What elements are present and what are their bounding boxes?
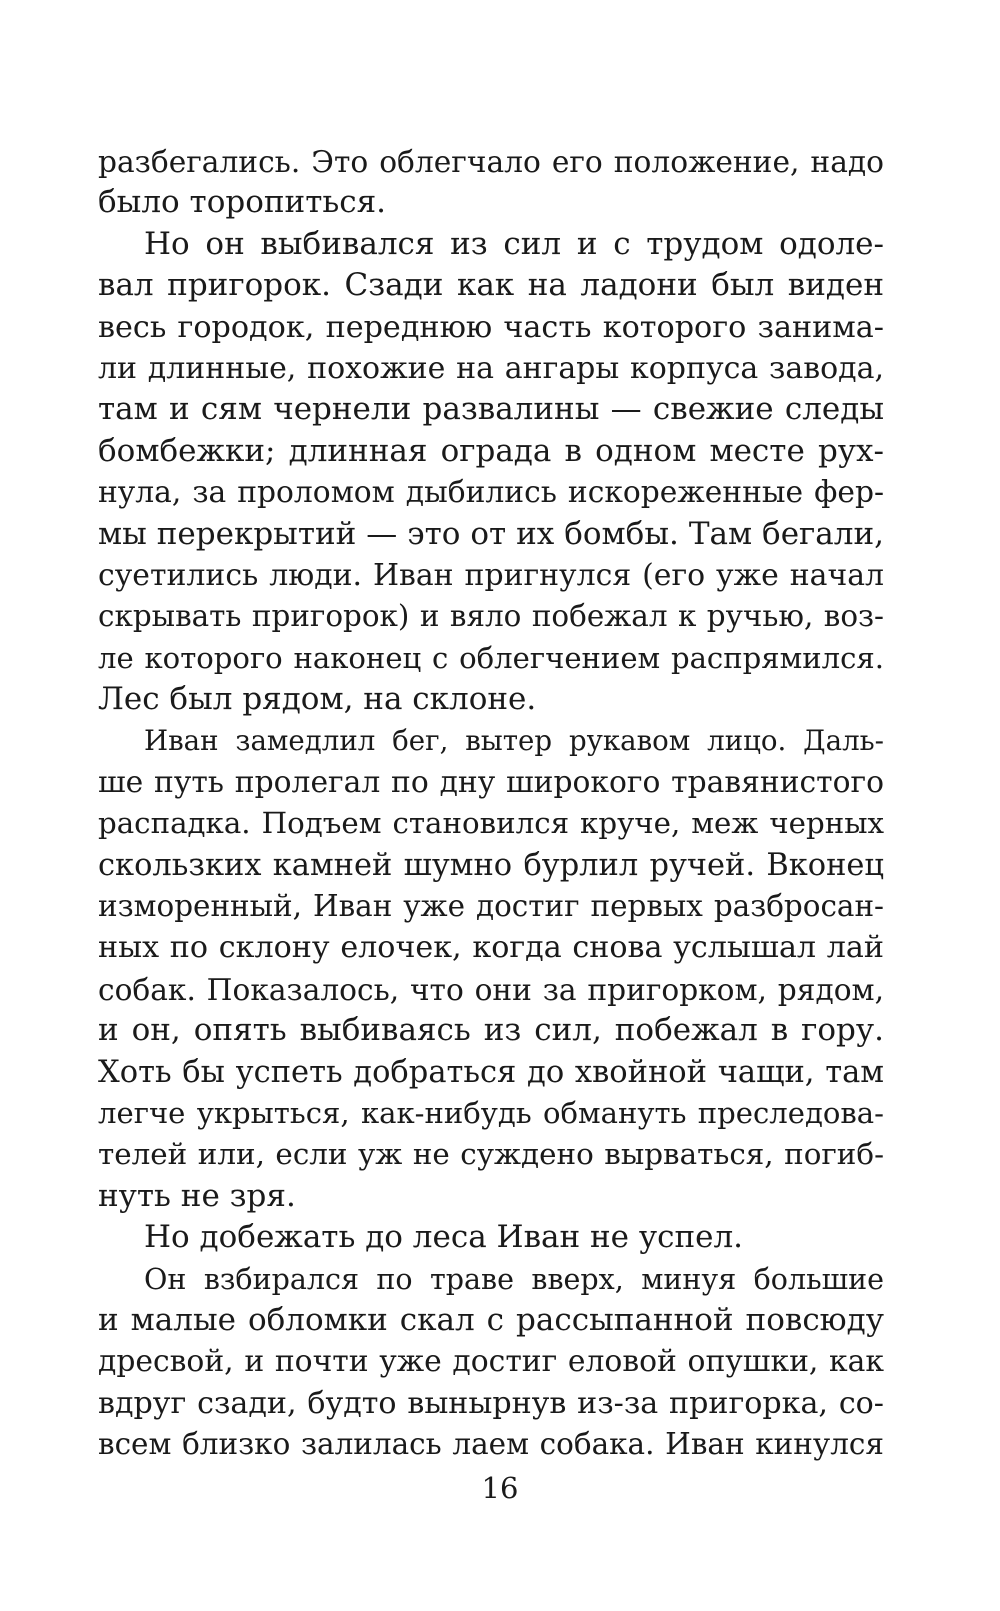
paragraph [98, 224, 884, 721]
paragraph [98, 141, 884, 224]
text-line: скрывать пригорок) и вяло побежал к ручью, воз- [98, 599, 884, 634]
text-line: Иван замедлил бег, вытер рукавом лицо. Даль- [144, 724, 884, 758]
body-text [98, 141, 884, 1466]
text-line: собак. Показалось, что они за пригорком, рядом, [98, 971, 884, 1007]
text-line: дресвой, и почти уже достиг еловой опушки, как [98, 1344, 884, 1380]
page-number: 16 [481, 1471, 519, 1505]
text-line: всем близко залилась лаем собака. Иван кинулся [98, 1427, 884, 1462]
text-line: весь городок, переднюю часть которого занима- [98, 309, 884, 345]
text-line: Но он выбивался из сил и с трудом одоле- [144, 225, 884, 262]
paragraph [98, 1259, 884, 1466]
paragraph [98, 1217, 884, 1258]
text-line: Он взбирался по траве вверх, минуя большие [144, 1262, 884, 1296]
text-line: Лес был рядом, на склоне. [98, 681, 537, 718]
text-line: нула, за проломом дыбились искореженные фер- [98, 475, 884, 511]
text-line: суетились люди. Иван пригнулся (его уже начал [98, 557, 884, 593]
text-line: Но добежать до леса Иван не успел. [144, 1219, 744, 1256]
text-line: ле которого наконец с облегчением распрямился. [98, 640, 884, 675]
text-line: распадка. Подъем становился круче, меж черных [98, 806, 884, 841]
text-line: ли длинные, похожие на ангары корпуса завода, [98, 350, 884, 386]
paragraph [98, 720, 884, 1217]
text-line: легче укрыться, как-нибудь обмануть преследова- [98, 1095, 884, 1130]
text-line: телей или, если уж не суждено вырваться, погиб- [98, 1137, 884, 1172]
text-line: ше путь пролегал по дну широкого травянистого [98, 764, 884, 800]
text-line: вал пригорок. Сзади как на ладони был виден [98, 267, 884, 304]
text-line: скользких камней шумно бурлил ручей. Вконец [98, 847, 884, 883]
text-line: нуть не зря. [98, 1177, 296, 1214]
text-line: бомбежки; длинная ограда в одном месте рух- [98, 432, 884, 469]
text-line: Хоть бы успеть добраться до хвойной чащи, там [98, 1054, 884, 1090]
text-line: вдруг сзади, будто вынырнув из-за пригорка, со- [98, 1385, 884, 1421]
text-line: и малые обломки скал с рассыпанной повсюду [98, 1301, 884, 1338]
text-line: ных по склону елочек, когда снова услышал лай [98, 930, 884, 966]
text-line: разбегались. Это облегчало его положение, надо [98, 144, 884, 179]
text-line: было торопиться. [98, 184, 386, 221]
text-line: мы перекрытий — это от их бомбы. Там бегали, [98, 515, 884, 552]
text-line: и он, опять выбиваясь из сил, побежал в гору. [98, 1012, 884, 1049]
text-line: там и сям чернели развалины — свежие следы [98, 391, 884, 428]
text-line: изморенный, Иван уже достиг первых разбросан- [98, 889, 884, 924]
